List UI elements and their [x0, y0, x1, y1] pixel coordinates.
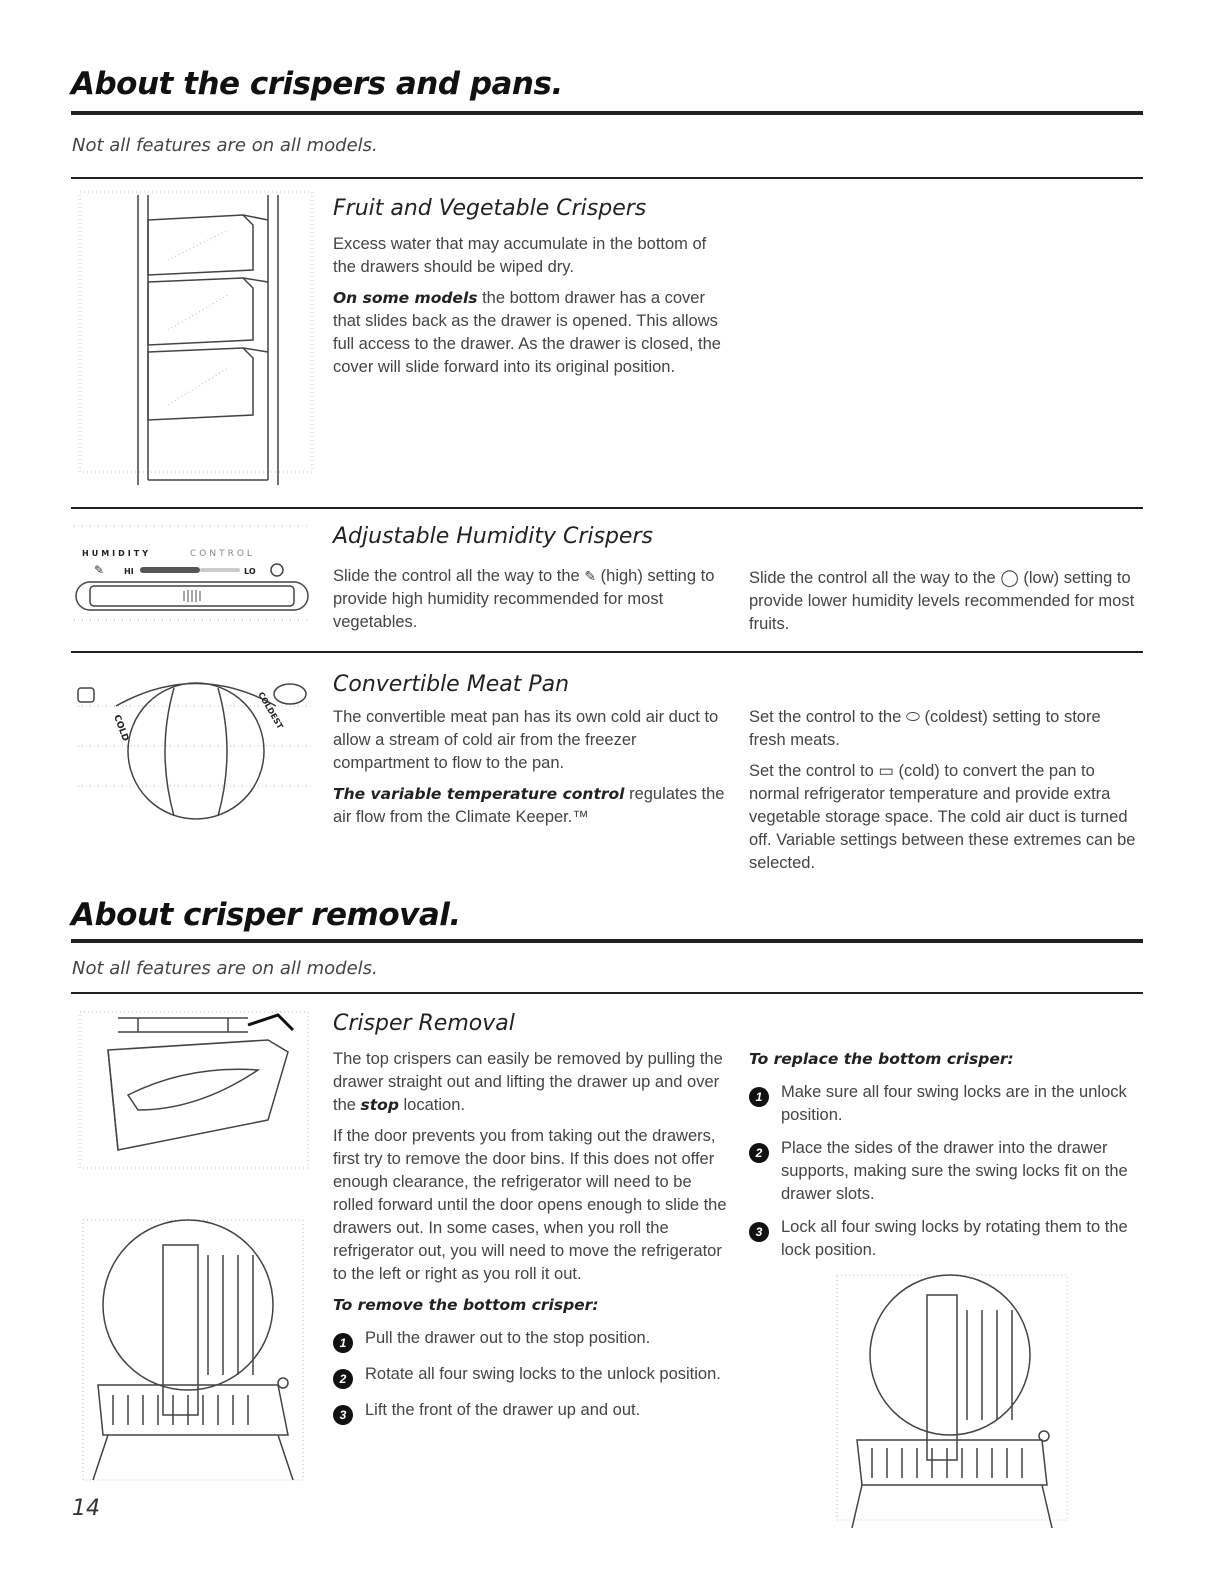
step-number-badge: 2	[333, 1369, 353, 1389]
cold-label: COLD	[111, 713, 130, 743]
step-number-badge: 3	[749, 1222, 769, 1242]
meat-right-paragraph-2	[749, 760, 1139, 875]
humidity-label-light: CONTROL	[190, 549, 255, 559]
meat-paragraph-1: The convertible meat pan has its own cold air duct to allow a stream of cold air from the freezer compartment to flow to the pan.	[333, 708, 719, 772]
humidity-left-text-start: Slide the control all the way to the	[333, 567, 580, 585]
carrot-icon: ✎	[584, 568, 597, 584]
meat-paragraph-2	[333, 783, 728, 829]
meat-bold-lead: The variable temperature control	[333, 785, 625, 803]
removal-p1-start: The top crispers can easily be removed by pulling the drawer straight out and lifting the drawer up and over the	[333, 1050, 723, 1114]
removal-left-text	[333, 1048, 728, 1435]
remove-step	[333, 1363, 728, 1389]
removal-paragraph-1	[333, 1048, 728, 1117]
step-number-badge: 1	[749, 1087, 769, 1107]
meat-left-text	[333, 706, 728, 837]
fruit-heading: Fruit and Vegetable Crispers	[333, 196, 647, 221]
removal-heading: Crisper Removal	[333, 1011, 515, 1036]
remove-step-text: Rotate all four swing locks to the unlock position.	[365, 1365, 721, 1383]
remove-step-text: Lift the front of the drawer up and out.	[365, 1401, 641, 1419]
step-number-badge: 1	[333, 1333, 353, 1353]
humidity-heading: Adjustable Humidity Crispers	[333, 524, 653, 549]
swing-lock-icon	[278, 1378, 288, 1388]
humidity-label-bold: HUMIDITY	[82, 549, 151, 558]
replace-step-text: Place the sides of the drawer into the drawer supports, making sure the swing locks fit on the drawer slots.	[781, 1139, 1128, 1203]
replace-step	[749, 1137, 1144, 1206]
fruit-paragraph-1: Excess water that may accumulate in the bottom of the drawers should be wiped dry.	[333, 235, 707, 276]
remove-step-text: Pull the drawer out to the stop position.	[365, 1329, 651, 1347]
step-number-badge: 2	[749, 1143, 769, 1163]
humidity-right-text-end: (low) setting to provide lower humidity levels recommended for most fruits.	[749, 569, 1135, 633]
fruit-paragraph-2	[333, 287, 728, 379]
cold-icon: ▭	[878, 762, 894, 780]
humidity-left-text	[333, 565, 728, 634]
section-divider	[71, 177, 1143, 179]
section-title-removal: About crisper removal.	[71, 897, 461, 933]
remove-step	[333, 1399, 728, 1425]
coldest-icon	[274, 684, 306, 704]
drawer-removal-illustration	[78, 1010, 310, 1170]
coldest-icon: ⬭	[905, 708, 920, 726]
section-divider	[71, 651, 1143, 653]
replace-heading: To replace the bottom crisper:	[749, 1050, 1014, 1068]
lift-arrow-icon	[248, 1015, 293, 1030]
section-divider	[71, 992, 1143, 994]
section-title-crispers: About the crispers and pans.	[71, 66, 563, 102]
meat-right-paragraph-1	[749, 706, 1139, 752]
humidity-control-panel	[72, 520, 312, 628]
meat-r2-end: (cold) to convert the pan to normal refrigerator temperature and provide extra vegetable storage space. The cold air duct is turned off. Variable settings between these extremes can be selected.	[749, 762, 1136, 872]
humidity-right-text	[749, 567, 1139, 636]
replace-step-text: Make sure all four swing locks are in the unlock position.	[781, 1083, 1127, 1124]
removal-paragraph-2: If the door prevents you from taking out the drawers, first try to remove the door bins. If this does not offer enough clearance, the refrigerator will need to be rolled forward until the door opens enough to slide the drawers out. In some cases, when you roll the refrigerator out, you will need to move the refrigerator to the left or right as you roll it out.	[333, 1127, 727, 1283]
title-rule	[71, 939, 1143, 943]
models-note: Not all features are on all models.	[72, 958, 378, 979]
swing-lock-illustration	[78, 1215, 310, 1485]
fruit-text	[333, 233, 728, 387]
swing-lock-icon	[1039, 1431, 1049, 1441]
hi-label: HI	[124, 567, 134, 576]
humidity-left-text-end: (high) setting to provide high humidity recommended for most vegetables.	[333, 567, 715, 631]
apple-icon: ◯	[1000, 569, 1019, 587]
crisper-drawers-illustration	[78, 190, 314, 490]
meat-paragraph-2-text: regulates the air flow from the Climate Keeper.™	[333, 785, 725, 826]
step-number-badge: 3	[333, 1405, 353, 1425]
removal-p1-end: location.	[398, 1096, 465, 1114]
replace-crisper-illustration	[832, 1270, 1072, 1532]
remove-step	[333, 1327, 728, 1353]
fruit-paragraph-2-text: the bottom drawer has a cover that slides back as the drawer is opened. This allows full access to the drawer. As the drawer is closed, the cover will slide forward into its original position.	[333, 289, 721, 376]
coldest-label: COLDEST	[256, 690, 285, 731]
lo-label: LO	[244, 567, 256, 576]
models-note: Not all features are on all models.	[72, 135, 378, 156]
title-rule	[71, 111, 1143, 115]
meat-pan-dial	[76, 666, 316, 836]
fruit-bold-lead: On some models	[333, 289, 478, 307]
replace-text	[749, 1048, 1144, 1272]
section-divider	[71, 507, 1143, 509]
remove-heading: To remove the bottom crisper:	[333, 1296, 599, 1314]
cold-icon	[78, 688, 94, 702]
meat-r1-end: (coldest) setting to store fresh meats.	[749, 708, 1101, 749]
stop-term: stop	[360, 1096, 399, 1114]
meat-right-text	[749, 706, 1139, 883]
meat-r2-start: Set the control to	[749, 762, 874, 780]
slider-grip	[184, 590, 200, 602]
meat-heading: Convertible Meat Pan	[333, 672, 570, 697]
carrot-icon: ✎	[94, 563, 105, 577]
replace-step	[749, 1081, 1144, 1127]
page-number: 14	[72, 1496, 100, 1521]
meat-r1-start: Set the control to the	[749, 708, 902, 726]
replace-step-text: Lock all four swing locks by rotating them to the lock position.	[781, 1218, 1128, 1259]
humidity-right-text-start: Slide the control all the way to the	[749, 569, 996, 587]
replace-step	[749, 1216, 1144, 1262]
apple-icon	[271, 564, 283, 576]
